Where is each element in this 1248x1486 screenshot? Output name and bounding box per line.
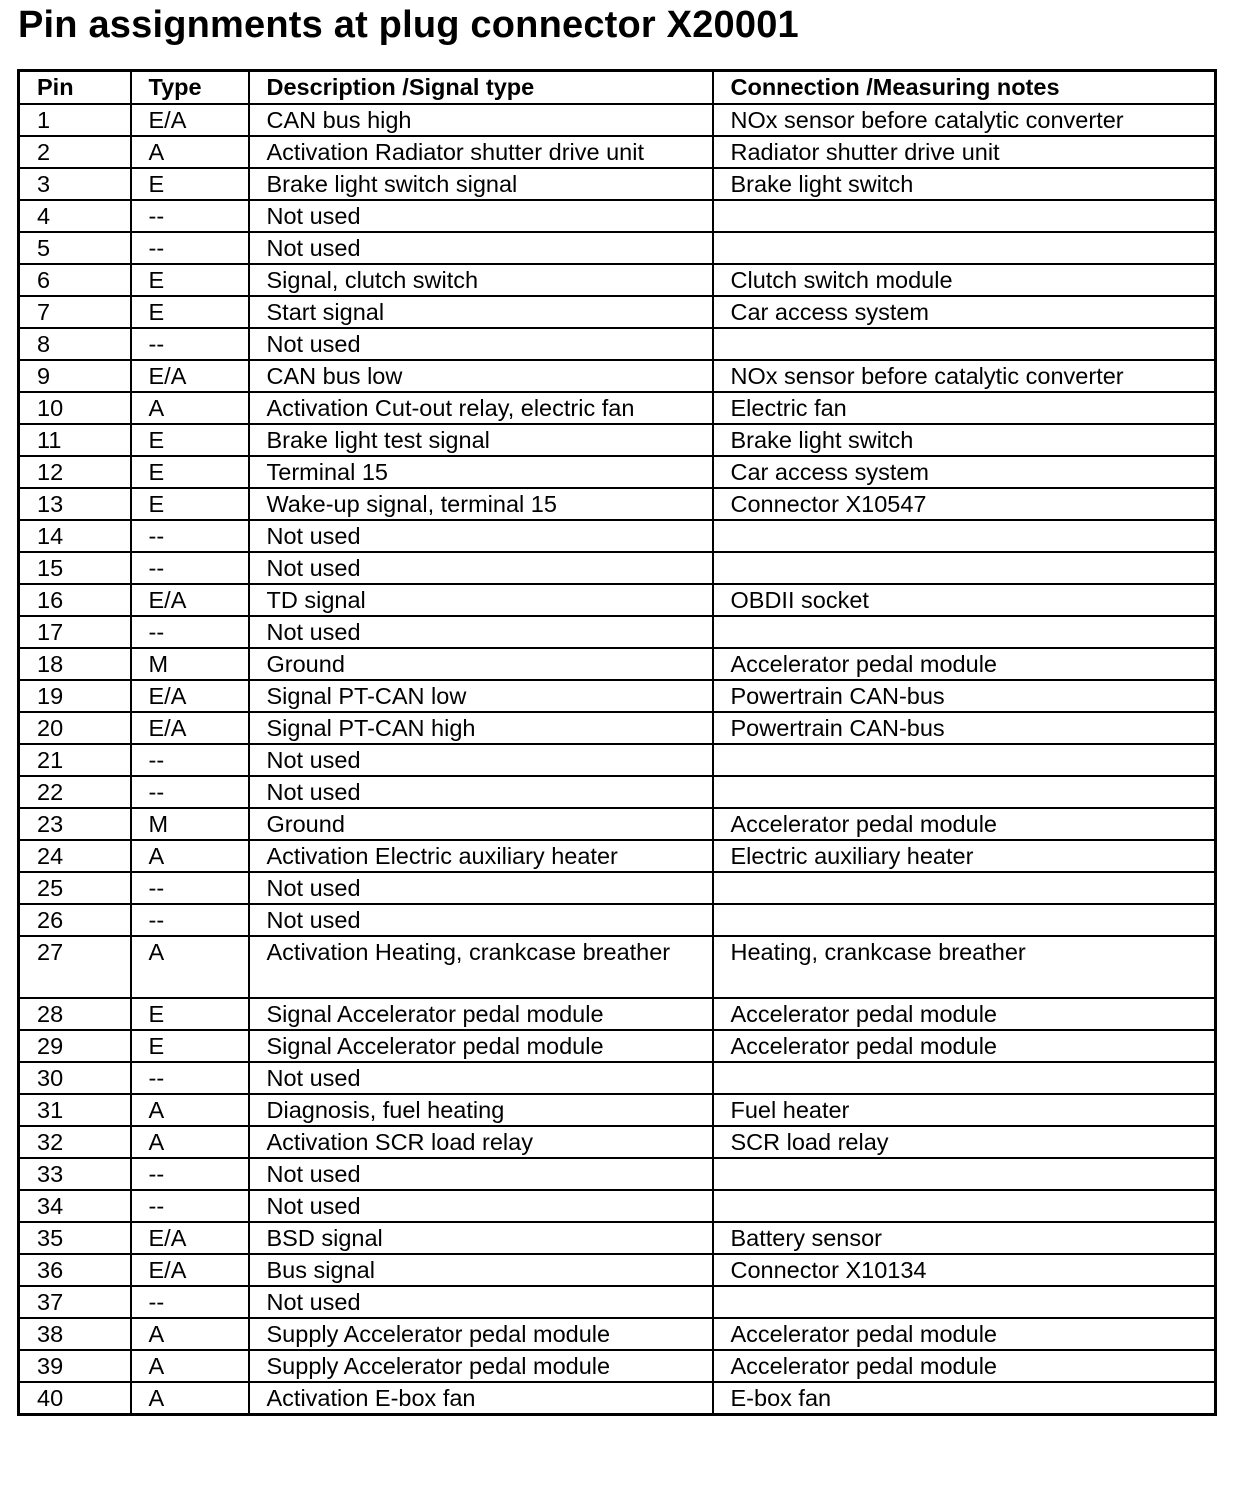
table-row	[19, 1190, 1216, 1222]
header-description: Description /Signal type	[249, 71, 713, 105]
description-cell: Diagnosis, fuel heating	[249, 1094, 713, 1126]
pin-cell: 34	[19, 1190, 131, 1222]
type-cell: E/A	[131, 104, 249, 136]
type-cell: A	[131, 1350, 249, 1382]
table-body	[19, 104, 1216, 1415]
connection-cell: Accelerator pedal module	[713, 648, 1216, 680]
pin-cell: 31	[19, 1094, 131, 1126]
description-cell: Not used	[249, 200, 713, 232]
connection-cell	[713, 744, 1216, 776]
connection-cell	[713, 520, 1216, 552]
description-cell: Ground	[249, 808, 713, 840]
description-cell: Activation Heating, crankcase breather	[249, 936, 713, 998]
table-row	[19, 872, 1216, 904]
pin-cell: 36	[19, 1254, 131, 1286]
pin-cell: 35	[19, 1222, 131, 1254]
description-cell: Not used	[249, 1062, 713, 1094]
table-row	[19, 776, 1216, 808]
pin-cell: 29	[19, 1030, 131, 1062]
pin-cell: 24	[19, 840, 131, 872]
table-row	[19, 104, 1216, 136]
table-row	[19, 936, 1216, 998]
table-header	[19, 71, 1216, 105]
table-row	[19, 1286, 1216, 1318]
table-row	[19, 552, 1216, 584]
description-cell: Not used	[249, 552, 713, 584]
description-cell: Signal PT-CAN low	[249, 680, 713, 712]
description-cell: Not used	[249, 872, 713, 904]
connection-cell: Accelerator pedal module	[713, 998, 1216, 1030]
type-cell: --	[131, 232, 249, 264]
type-cell: E	[131, 168, 249, 200]
pin-cell: 33	[19, 1158, 131, 1190]
connection-cell: Accelerator pedal module	[713, 1318, 1216, 1350]
connection-cell: Powertrain CAN-bus	[713, 680, 1216, 712]
type-cell: E	[131, 296, 249, 328]
type-cell: E/A	[131, 712, 249, 744]
description-cell: Not used	[249, 904, 713, 936]
connection-cell	[713, 328, 1216, 360]
connection-cell	[713, 1286, 1216, 1318]
description-cell: Signal PT-CAN high	[249, 712, 713, 744]
table-row	[19, 712, 1216, 744]
table-row	[19, 1094, 1216, 1126]
type-cell: E	[131, 1030, 249, 1062]
type-cell: E/A	[131, 680, 249, 712]
connection-cell: Accelerator pedal module	[713, 808, 1216, 840]
header-pin: Pin	[19, 71, 131, 105]
connection-cell	[713, 872, 1216, 904]
description-cell: Not used	[249, 1190, 713, 1222]
description-cell: Brake light test signal	[249, 424, 713, 456]
table-row	[19, 1254, 1216, 1286]
type-cell: --	[131, 328, 249, 360]
pin-cell: 7	[19, 296, 131, 328]
type-cell: M	[131, 648, 249, 680]
description-cell: Signal Accelerator pedal module	[249, 998, 713, 1030]
pin-cell: 15	[19, 552, 131, 584]
table-row	[19, 1062, 1216, 1094]
connection-cell: Car access system	[713, 456, 1216, 488]
connection-cell	[713, 776, 1216, 808]
pin-cell: 8	[19, 328, 131, 360]
connection-cell: E-box fan	[713, 1382, 1216, 1415]
table-row	[19, 136, 1216, 168]
type-cell: --	[131, 520, 249, 552]
pin-cell: 39	[19, 1350, 131, 1382]
type-cell: --	[131, 552, 249, 584]
connection-cell: Powertrain CAN-bus	[713, 712, 1216, 744]
connection-cell: Connector X10547	[713, 488, 1216, 520]
table-row	[19, 1350, 1216, 1382]
table-row	[19, 456, 1216, 488]
table-row	[19, 488, 1216, 520]
description-cell: Terminal 15	[249, 456, 713, 488]
pin-cell: 17	[19, 616, 131, 648]
type-cell: A	[131, 1094, 249, 1126]
connection-cell: NOx sensor before catalytic converter	[713, 360, 1216, 392]
table-row	[19, 1382, 1216, 1415]
table-row	[19, 1222, 1216, 1254]
table-row	[19, 904, 1216, 936]
connection-cell: Electric fan	[713, 392, 1216, 424]
table-row	[19, 840, 1216, 872]
table-row	[19, 200, 1216, 232]
type-cell: E/A	[131, 1254, 249, 1286]
description-cell: Not used	[249, 616, 713, 648]
type-cell: E/A	[131, 360, 249, 392]
description-cell: Wake-up signal, terminal 15	[249, 488, 713, 520]
pin-cell: 28	[19, 998, 131, 1030]
table-row	[19, 360, 1216, 392]
type-cell: E	[131, 264, 249, 296]
connection-cell: NOx sensor before catalytic converter	[713, 104, 1216, 136]
type-cell: A	[131, 840, 249, 872]
table-row	[19, 808, 1216, 840]
connection-cell: Car access system	[713, 296, 1216, 328]
description-cell: Brake light switch signal	[249, 168, 713, 200]
connection-cell: OBDII socket	[713, 584, 1216, 616]
connection-cell: Clutch switch module	[713, 264, 1216, 296]
description-cell: Activation Radiator shutter drive unit	[249, 136, 713, 168]
connection-cell	[713, 232, 1216, 264]
pin-cell: 32	[19, 1126, 131, 1158]
description-cell: CAN bus high	[249, 104, 713, 136]
table-row	[19, 424, 1216, 456]
type-cell: M	[131, 808, 249, 840]
description-cell: Not used	[249, 232, 713, 264]
table-row	[19, 264, 1216, 296]
connection-cell	[713, 616, 1216, 648]
table-row	[19, 744, 1216, 776]
connection-cell: Electric auxiliary heater	[713, 840, 1216, 872]
table-row	[19, 1126, 1216, 1158]
connection-cell: SCR load relay	[713, 1126, 1216, 1158]
description-cell: Signal, clutch switch	[249, 264, 713, 296]
connection-cell: Connector X10134	[713, 1254, 1216, 1286]
type-cell: --	[131, 904, 249, 936]
pin-cell: 37	[19, 1286, 131, 1318]
description-cell: Not used	[249, 1286, 713, 1318]
connection-cell: Accelerator pedal module	[713, 1030, 1216, 1062]
type-cell: --	[131, 872, 249, 904]
description-cell: Supply Accelerator pedal module	[249, 1318, 713, 1350]
table-row	[19, 584, 1216, 616]
type-cell: A	[131, 936, 249, 998]
connection-cell	[713, 1190, 1216, 1222]
type-cell: --	[131, 776, 249, 808]
type-cell: A	[131, 392, 249, 424]
table-row	[19, 1318, 1216, 1350]
type-cell: --	[131, 1062, 249, 1094]
connection-cell	[713, 552, 1216, 584]
pin-cell: 19	[19, 680, 131, 712]
description-cell: Ground	[249, 648, 713, 680]
description-cell: Not used	[249, 744, 713, 776]
pin-cell: 10	[19, 392, 131, 424]
pin-cell: 14	[19, 520, 131, 552]
type-cell: E	[131, 998, 249, 1030]
table-row	[19, 520, 1216, 552]
pin-cell: 25	[19, 872, 131, 904]
pin-cell: 26	[19, 904, 131, 936]
connection-cell: Battery sensor	[713, 1222, 1216, 1254]
description-cell: Activation Electric auxiliary heater	[249, 840, 713, 872]
description-cell: Signal Accelerator pedal module	[249, 1030, 713, 1062]
pin-cell: 30	[19, 1062, 131, 1094]
table-row	[19, 168, 1216, 200]
pin-cell: 23	[19, 808, 131, 840]
connection-cell: Heating, crankcase breather	[713, 936, 1216, 998]
type-cell: --	[131, 744, 249, 776]
connection-cell: Accelerator pedal module	[713, 1350, 1216, 1382]
type-cell: E	[131, 456, 249, 488]
type-cell: --	[131, 1190, 249, 1222]
pin-cell: 20	[19, 712, 131, 744]
pin-cell: 18	[19, 648, 131, 680]
type-cell: E/A	[131, 1222, 249, 1254]
pin-cell: 6	[19, 264, 131, 296]
description-cell: Not used	[249, 776, 713, 808]
description-cell: Not used	[249, 1158, 713, 1190]
page-title: Pin assignments at plug connector X20001	[18, 4, 799, 46]
pin-cell: 1	[19, 104, 131, 136]
table-row	[19, 680, 1216, 712]
table-row	[19, 1030, 1216, 1062]
pin-cell: 12	[19, 456, 131, 488]
type-cell: --	[131, 616, 249, 648]
description-cell: Activation Cut-out relay, electric fan	[249, 392, 713, 424]
table-row	[19, 616, 1216, 648]
type-cell: A	[131, 1382, 249, 1415]
pin-assignment-table	[17, 69, 1217, 1416]
connection-cell: Brake light switch	[713, 168, 1216, 200]
header-row	[19, 71, 1216, 105]
connection-cell	[713, 200, 1216, 232]
header-connection: Connection /Measuring notes	[713, 71, 1216, 105]
description-cell: Activation SCR load relay	[249, 1126, 713, 1158]
type-cell: A	[131, 1126, 249, 1158]
pin-cell: 40	[19, 1382, 131, 1415]
type-cell: --	[131, 1158, 249, 1190]
description-cell: Activation E-box fan	[249, 1382, 713, 1415]
description-cell: Not used	[249, 520, 713, 552]
pin-cell: 27	[19, 936, 131, 998]
type-cell: --	[131, 1286, 249, 1318]
pin-cell: 22	[19, 776, 131, 808]
connection-cell: Brake light switch	[713, 424, 1216, 456]
description-cell: Bus signal	[249, 1254, 713, 1286]
table-row	[19, 998, 1216, 1030]
type-cell: A	[131, 1318, 249, 1350]
pin-cell: 9	[19, 360, 131, 392]
pin-cell: 38	[19, 1318, 131, 1350]
pin-cell: 21	[19, 744, 131, 776]
connection-cell: Fuel heater	[713, 1094, 1216, 1126]
type-cell: --	[131, 200, 249, 232]
type-cell: E	[131, 424, 249, 456]
description-cell: BSD signal	[249, 1222, 713, 1254]
description-cell: Start signal	[249, 296, 713, 328]
type-cell: E	[131, 488, 249, 520]
table-row	[19, 1158, 1216, 1190]
connection-cell	[713, 1158, 1216, 1190]
pin-cell: 3	[19, 168, 131, 200]
table-row	[19, 648, 1216, 680]
table-row	[19, 328, 1216, 360]
pin-cell: 4	[19, 200, 131, 232]
description-cell: Supply Accelerator pedal module	[249, 1350, 713, 1382]
description-cell: Not used	[249, 328, 713, 360]
description-cell: TD signal	[249, 584, 713, 616]
connection-cell	[713, 904, 1216, 936]
type-cell: E/A	[131, 584, 249, 616]
type-cell: A	[131, 136, 249, 168]
header-type: Type	[131, 71, 249, 105]
connection-cell: Radiator shutter drive unit	[713, 136, 1216, 168]
pin-cell: 13	[19, 488, 131, 520]
pin-cell: 2	[19, 136, 131, 168]
table-row	[19, 392, 1216, 424]
pin-cell: 11	[19, 424, 131, 456]
connection-cell	[713, 1062, 1216, 1094]
pin-cell: 16	[19, 584, 131, 616]
pin-cell: 5	[19, 232, 131, 264]
description-cell: CAN bus low	[249, 360, 713, 392]
table-row	[19, 296, 1216, 328]
table-row	[19, 232, 1216, 264]
